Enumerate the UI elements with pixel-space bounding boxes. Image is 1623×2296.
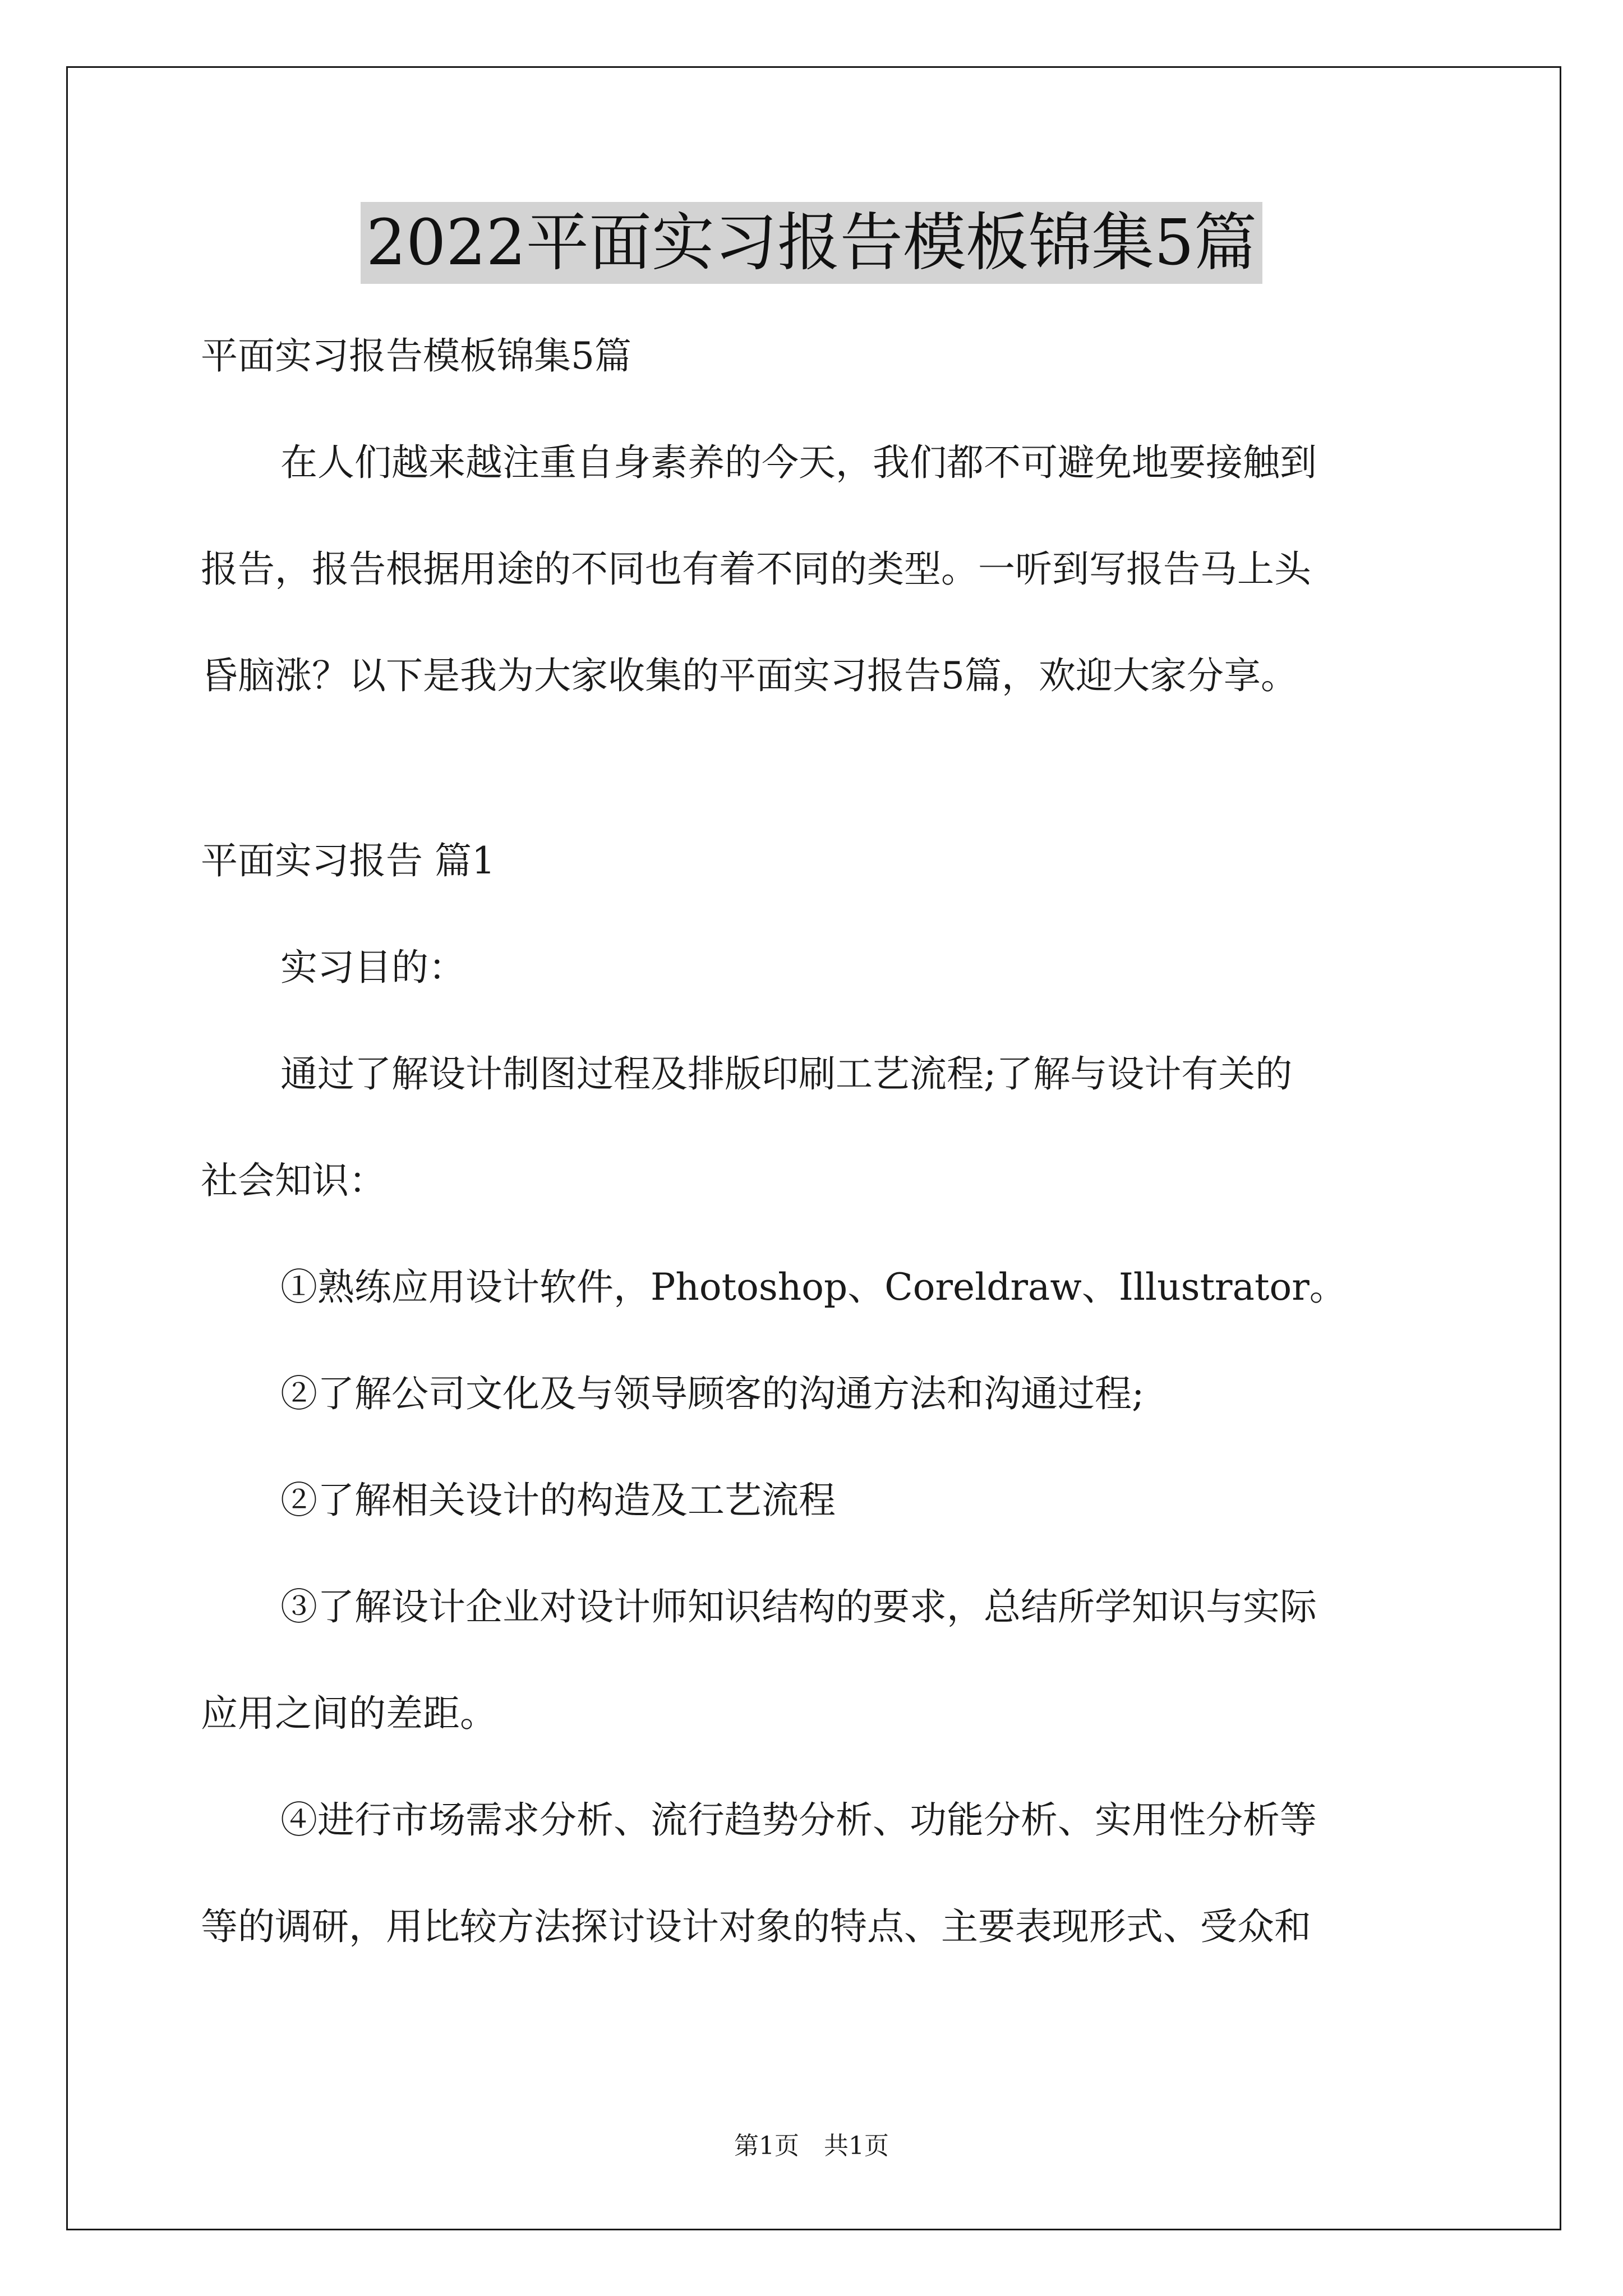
paragraph-gap xyxy=(201,729,1435,808)
document-body xyxy=(201,303,1435,1980)
body-line: 社会知识： xyxy=(201,1159,386,1202)
body-line: 通过了解设计制图过程及排版印刷工艺流程;了解与设计有关的 xyxy=(280,1052,1293,1096)
title-container xyxy=(0,202,1623,284)
body-line: ②了解公司文化及与领导顾客的沟通方法和沟通过程; xyxy=(280,1372,1145,1415)
subtitle: 平面实习报告模板锦集5篇 xyxy=(201,334,631,378)
body-line: 应用之间的差距。 xyxy=(201,1692,497,1735)
body-line: ②了解相关设计的构造及工艺流程 xyxy=(280,1479,836,1522)
purpose-label: 实习目的： xyxy=(280,946,465,989)
body-line: ④进行市场需求分析、流行趋势分析、功能分析、实用性分析等 xyxy=(280,1798,1317,1842)
intro-paragraph-line: 在人们越来越注重自身素养的今天，我们都不可避免地要接触到 xyxy=(280,441,1317,484)
body-line: 等的调研，用比较方法探讨设计对象的特点、主要表现形式、受众和 xyxy=(201,1905,1311,1948)
page-title: 2022平面实习报告模板锦集5篇 xyxy=(361,202,1262,284)
section-heading: 平面实习报告 篇1 xyxy=(201,839,495,882)
intro-paragraph-line: 昏脑涨？以下是我为大家收集的平面实习报告5篇，欢迎大家分享。 xyxy=(201,654,1298,697)
body-line: ③了解设计企业对设计师知识结构的要求，总结所学知识与实际 xyxy=(280,1585,1317,1628)
body-line: ①熟练应用设计软件，Photoshop、Coreldraw、Illustrator。 xyxy=(280,1266,1347,1309)
page-footer: 第1页 共1页 xyxy=(734,2132,889,2160)
intro-paragraph-line: 报告，报告根据用途的不同也有着不同的类型。一听到写报告马上头 xyxy=(201,547,1311,591)
